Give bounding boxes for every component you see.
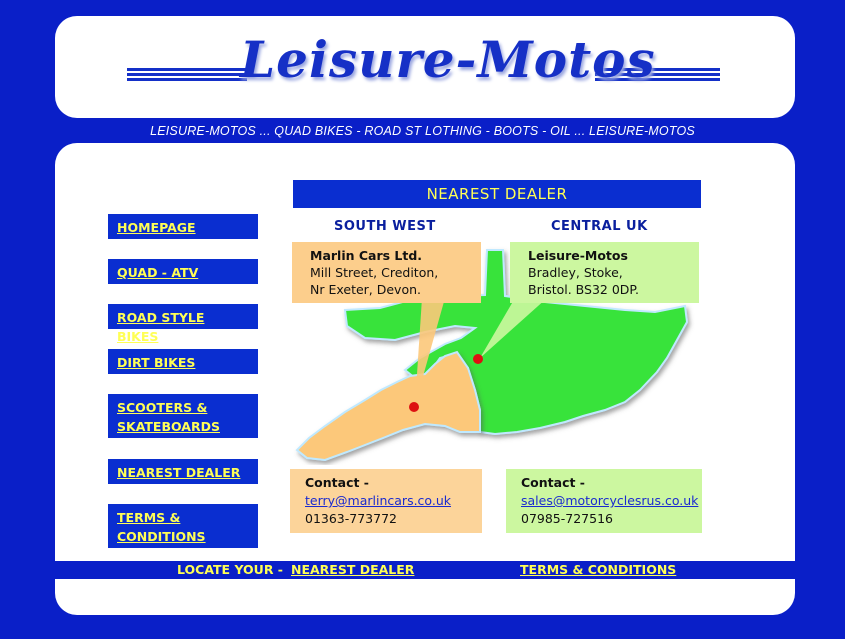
nav-homepage-label: HOMEPAGE (117, 220, 196, 235)
footer-nearest-dealer-link[interactable]: NEAREST DEALER (291, 562, 415, 577)
nav-homepage[interactable] (108, 214, 258, 239)
dealer-line1-central: Bradley, Stoke, (528, 265, 623, 280)
logo-stripes-left (127, 68, 247, 82)
footer-panel (55, 579, 795, 615)
contact-label-central: Contact - (521, 475, 585, 490)
nearest-dealer-heading: NEAREST DEALER (293, 180, 701, 208)
email-link-central[interactable]: sales@motorcyclesrus.co.uk (521, 493, 699, 508)
dealer-address-central (510, 242, 699, 303)
header-panel (55, 16, 795, 118)
dealer-line2-central: Bristol. BS32 0DP. (528, 282, 639, 297)
tagline: LEISURE-MOTOS ... QUAD BIKES - ROAD ST LOTHING - BOOTS - OIL ... LEISURE-MOTOS (150, 124, 695, 138)
dealer-name-central: Leisure-Motos (528, 248, 628, 263)
logo-text: Leisure-Motos (240, 30, 656, 89)
dealer-address-south-west (292, 242, 481, 303)
locate-prefix: LOCATE YOUR - (177, 562, 288, 577)
nav-road-style-bikes-label: ROAD STYLE BIKES (117, 310, 205, 344)
nav-scooters-label-2: SKATEBOARDS (117, 419, 220, 434)
email-link-sw[interactable]: terry@marlincars.co.uk (305, 493, 451, 508)
logo (55, 16, 795, 118)
contact-box-central (506, 469, 702, 533)
dealer-line2-sw: Nr Exeter, Devon. (310, 282, 421, 297)
nav-terms-label-1: TERMS & (117, 510, 181, 525)
nav-quad-atv-label: QUAD - ATV (117, 265, 199, 280)
dealer-pin-icon[interactable] (409, 402, 419, 412)
nav-terms-label-2: CONDITIONS (117, 529, 206, 544)
nav-dirt-bikes-label: DIRT BIKES (117, 355, 196, 370)
bottom-link-bar (0, 561, 845, 579)
nav-scooters-skateboards[interactable] (108, 394, 258, 438)
nav-scooters-label-1: SCOOTERS & (117, 400, 208, 415)
dealer-pin-icon[interactable] (473, 354, 483, 364)
nav-road-style-bikes[interactable] (108, 304, 258, 344)
contact-box-south-west (290, 469, 482, 533)
nav-nearest-dealer[interactable] (108, 459, 258, 484)
contact-label-sw: Contact - (305, 475, 369, 490)
region-south-west: SOUTH WEST (334, 219, 436, 234)
nav-nearest-dealer-label: NEAREST DEALER (117, 465, 241, 480)
nav-terms-conditions[interactable] (108, 504, 258, 548)
dealer-line1-sw: Mill Street, Crediton, (310, 265, 439, 280)
dealer-name-sw: Marlin Cars Ltd. (310, 248, 423, 263)
phone-sw: 01363-773772 (305, 511, 397, 526)
nav-quad-atv[interactable] (108, 259, 258, 284)
region-central-uk: CENTRAL UK (551, 219, 648, 234)
phone-central: 07985-727516 (521, 511, 613, 526)
footer-terms-link[interactable]: TERMS & CONDITIONS (520, 562, 677, 577)
nav-dirt-bikes[interactable] (108, 349, 258, 374)
